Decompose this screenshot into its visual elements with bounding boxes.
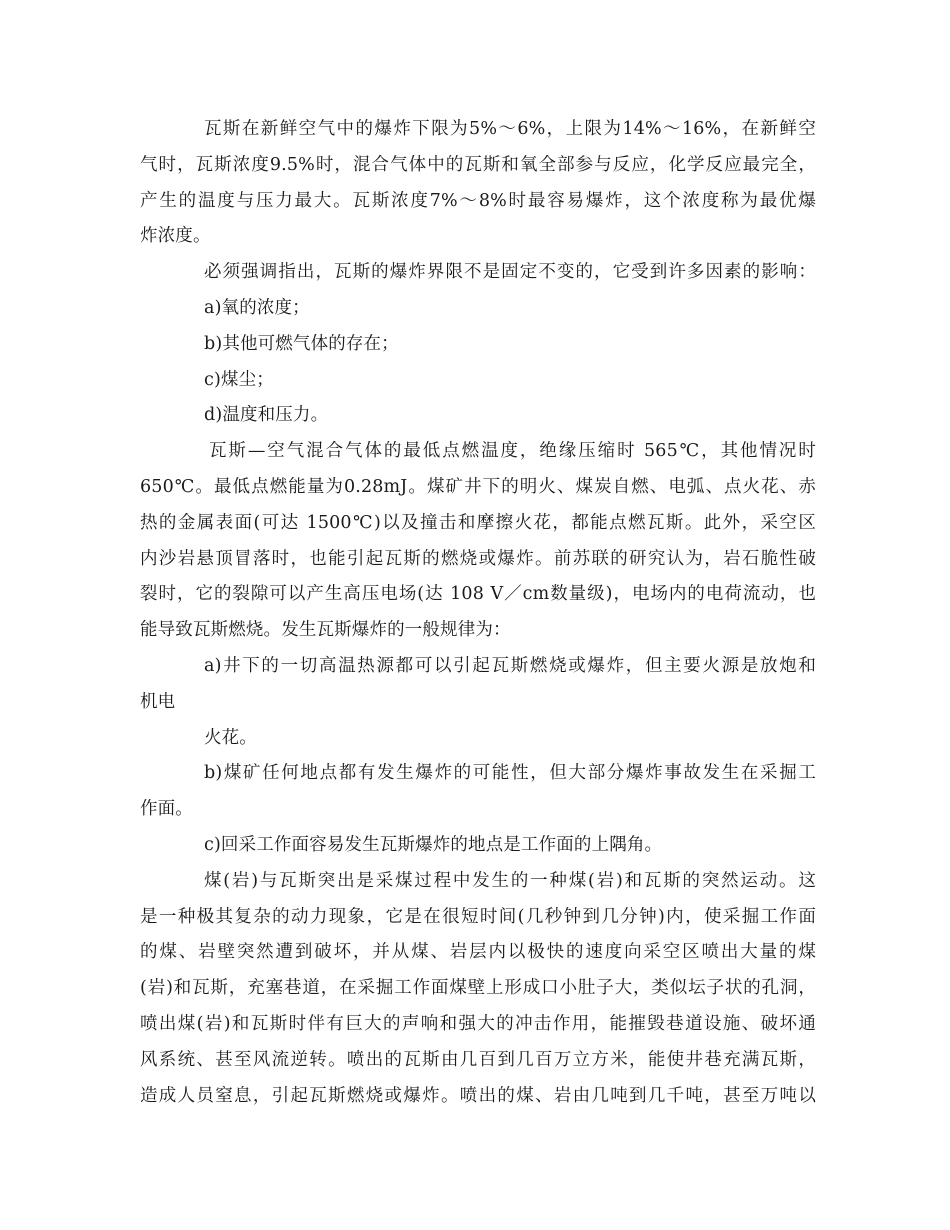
text-line: c)煤尘； xyxy=(204,369,274,390)
text-line: d)温度和压力。 xyxy=(204,405,329,426)
text-line: (岩)和瓦斯，充塞巷道，在采掘工作面煤壁上形成口小肚子大，类似坛子状的孔洞， xyxy=(140,978,816,999)
text-line: 喷出煤(岩)和瓦斯时伴有巨大的声响和强大的冲击作用，能摧毁巷道设施、破坏通 xyxy=(140,1013,816,1034)
text-line: 炸浓度。 xyxy=(140,226,211,247)
text-line: 风系统、甚至风流逆转。喷出的瓦斯由几百到几百万立方米，能使井巷充满瓦斯， xyxy=(140,1049,816,1070)
text-line: 内沙岩悬顶冒落时，也能引起瓦斯的燃烧或爆炸。前苏联的研究认为，岩石脆性破 xyxy=(140,548,816,569)
text-line: b)其他可燃气体的存在； xyxy=(204,333,399,354)
text-line: 产生的温度与压力最大。瓦斯浓度7%～8%时最容易爆炸，这个浓度称为最优爆 xyxy=(140,190,816,211)
text-line: 瓦斯在新鲜空气中的爆炸下限为5%～6%，上限为14%～16%，在新鲜空 xyxy=(204,119,816,139)
text-line: 火花。 xyxy=(204,727,257,748)
document-body xyxy=(140,112,816,1114)
text-line: a)氧的浓度； xyxy=(204,297,310,318)
text-line: 是一种极其复杂的动力现象，它是在很短时间(几秒钟到几分钟)内，使采掘工作面 xyxy=(140,906,816,927)
text-line: 能导致瓦斯燃烧。发生瓦斯爆炸的一般规律为： xyxy=(140,620,511,641)
text-line: 机电 xyxy=(140,691,176,712)
text-line: a)井下的一切高温热源都可以引起瓦斯燃烧或爆炸，但主要火源是放炮和 xyxy=(204,655,816,676)
text-line: 裂时，它的裂隙可以产生高压电场(达 108 V／cm数量级)，电场内的电荷流动，也 xyxy=(140,584,816,605)
text-line: 650℃。最低点燃能量为0.28mJ。煤矿井下的明火、煤炭自燃、电弧、点火花、赤 xyxy=(140,476,816,497)
text-line: c)回采工作面容易发生瓦斯爆炸的地点是工作面的上隅角。 xyxy=(204,834,663,855)
text-line: 热的金属表面(可达 1500℃)以及撞击和摩擦火花，都能点燃瓦斯。此外，采空区 xyxy=(140,512,816,533)
text-line: 造成人员窒息，引起瓦斯燃烧或爆炸。喷出的煤、岩由几吨到几千吨，甚至万吨以 xyxy=(140,1085,816,1106)
text-line: 气时，瓦斯浓度9.5%时，混合气体中的瓦斯和氧全部参与反应，化学反应最完全， xyxy=(140,154,816,175)
text-line: 瓦斯—空气混合气体的最低点燃温度，绝缘压缩时 565℃，其他情况时 xyxy=(209,441,816,462)
text-line: b)煤矿任何地点都有发生爆炸的可能性，但大部分爆炸事故发生在采掘工 xyxy=(204,763,816,784)
text-line: 的煤、岩壁突然遭到破坏，并从煤、岩层内以极快的速度向采空区喷出大量的煤 xyxy=(140,942,816,963)
text-line: 必须强调指出，瓦斯的爆炸界限不是固定不变的，它受到许多因素的影响： xyxy=(204,262,816,283)
text-line: 作面。 xyxy=(140,799,193,820)
text-line: 煤(岩)与瓦斯突出是采煤过程中发生的一种煤(岩)和瓦斯的突然运动。这 xyxy=(204,870,816,891)
